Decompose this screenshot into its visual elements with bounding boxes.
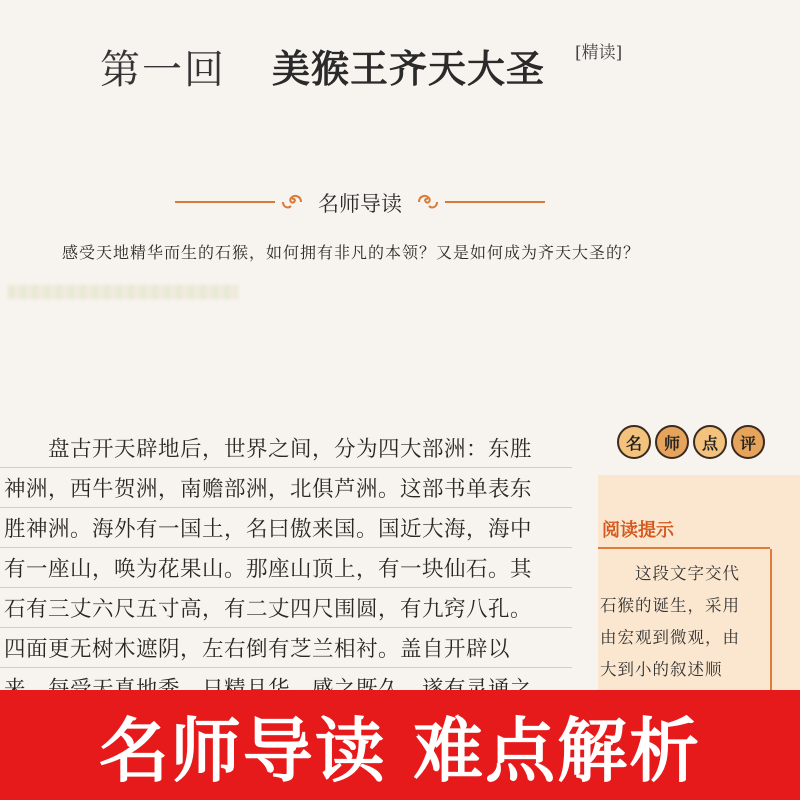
tip-line: 这段文字交代 [600, 564, 740, 583]
cloud-ornament-icon [279, 189, 305, 215]
section-divider [175, 180, 545, 224]
body-line: 有一座山，唤为花果山。那座山顶上，有一块仙石。其 [4, 557, 533, 582]
sidebar-heading-rule [598, 547, 770, 549]
faded-print-strip [8, 285, 238, 299]
body-line: 盘古开天辟地后，世界之间，分为四大部洲：东胜 [4, 437, 533, 462]
banner-text: 名师导读 难点解析 [98, 709, 702, 792]
guide-title: 名师导读 [318, 192, 402, 216]
text-underline [0, 587, 572, 588]
badge-char: 名 [617, 425, 651, 459]
promo-banner [0, 690, 800, 800]
text-underline [0, 467, 572, 468]
cloud-ornament-icon [415, 189, 441, 215]
badge-char: 评 [731, 425, 765, 459]
body-line: 神洲，西牛贺洲，南赡部洲，北俱芦洲。这部书单表东 [4, 477, 533, 502]
badge-char: 点 [693, 425, 727, 459]
divider-line-right [445, 201, 545, 203]
tip-line: 由宏观到微观，由 [600, 628, 740, 647]
reading-tag: [精读] [575, 43, 623, 63]
divider-line-left [175, 201, 275, 203]
tip-line: 石猴的诞生，采用 [600, 596, 740, 615]
chapter-number: 第一回 [100, 47, 226, 93]
badge-char: 师 [655, 425, 689, 459]
reading-tip-heading: 阅读提示 [602, 520, 674, 541]
guide-question: 感受天地精华而生的石猴，如何拥有非凡的本领？又是如何成为齐天大圣的？ [62, 243, 641, 262]
text-underline [0, 667, 572, 668]
body-line: 胜神洲。海外有一国土，名曰傲来国。国近大海，海中 [4, 517, 533, 542]
body-text [4, 430, 579, 710]
tip-line: 大到小的叙述顺 [600, 660, 723, 679]
body-line: 石有三丈六尺五寸高，有二丈四尺围圆，有九窍八孔。 [4, 597, 533, 622]
text-underline [0, 547, 572, 548]
body-line: 四面更无树木遮阴，左右倒有芝兰相衬。盖自开辟以 [4, 637, 511, 662]
text-underline [0, 627, 572, 628]
chapter-title: 美猴王齐天大圣 [272, 47, 546, 91]
text-underline [0, 507, 572, 508]
teacher-comment-badge [617, 425, 765, 459]
